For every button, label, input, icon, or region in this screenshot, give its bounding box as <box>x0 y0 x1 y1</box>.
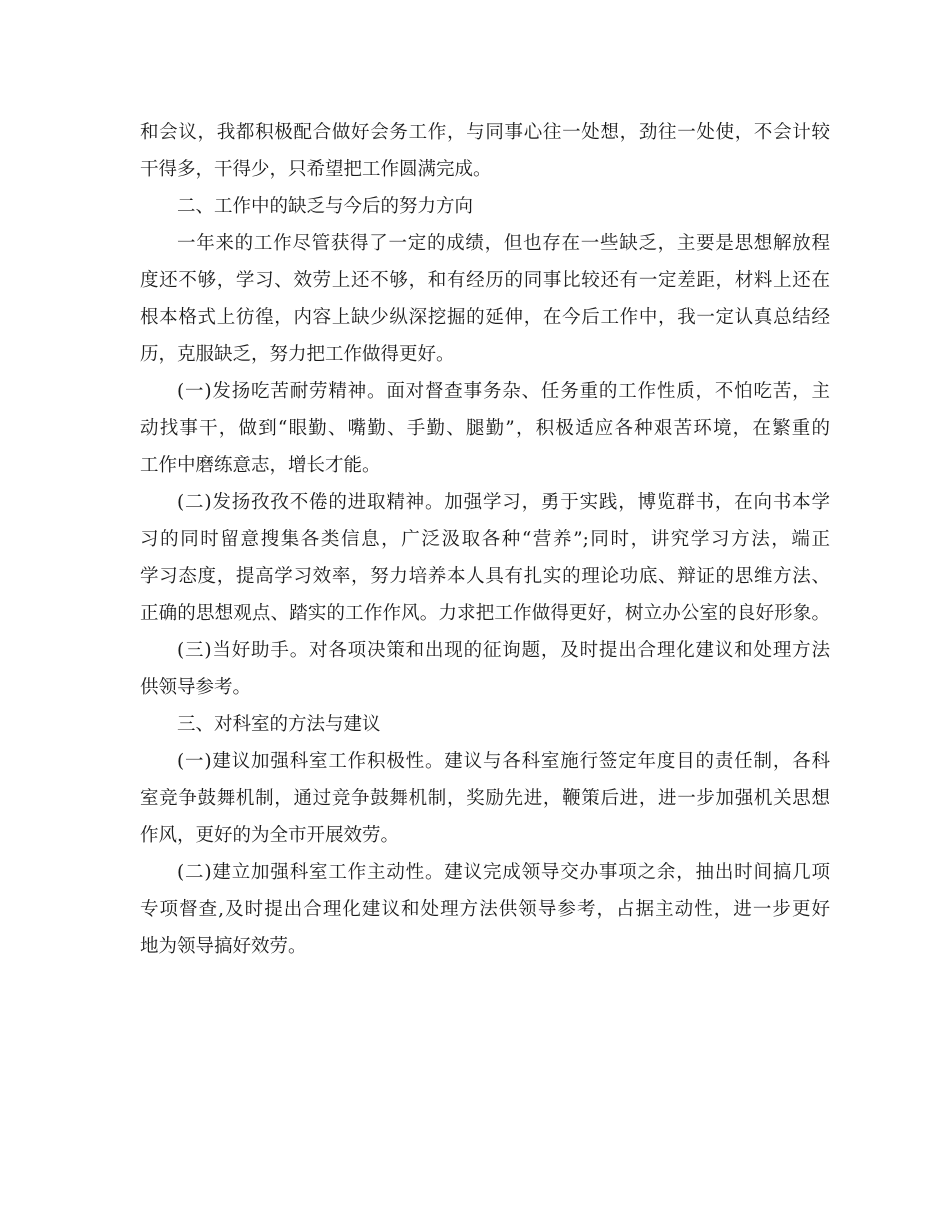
document-body <box>140 114 830 965</box>
text-line: 和会议，我都积极配合做好会务工作，与同事心往一处想，劲往一处使，不会计较 <box>140 122 830 143</box>
text-line: 习的同时留意搜集各类信息，广泛汲取各种“营养”;同时，讲究学习方法，端正 <box>140 529 830 550</box>
text-line: 度还不够，学习、效劳上还不够，和有经历的同事比较还有一定差距，材料上还在 <box>140 270 830 291</box>
text-line: 一年来的工作尽管获得了一定的成绩，但也存在一些缺乏，主要是思想解放程 <box>177 233 830 254</box>
text-line: 专项督查,及时提出合理化建议和处理方法供领导参考，占据主动性，进一步更好 <box>140 899 830 920</box>
text-line: (二)建立加强科室工作主动性。建议完成领导交办事项之余，抽出时间搞几项 <box>177 862 830 883</box>
text-line: 作风，更好的为全市开展效劳。 <box>140 825 400 846</box>
text-line: 动找事干，做到“眼勤、嘴勤、手勤、腿勤”，积极适应各种艰苦环境，在繁重的 <box>140 418 830 439</box>
text-line: (三)当好助手。对各项决策和出现的征询题，及时提出合理化建议和处理方法 <box>177 640 830 661</box>
text-line: 地为领导搞好效劳。 <box>140 936 307 957</box>
text-line: 室竞争鼓舞机制，通过竞争鼓舞机制，奖励先进，鞭策后进，进一步加强机关思想 <box>140 788 830 809</box>
text-line: (一)发扬吃苦耐劳精神。面对督查事务杂、任务重的工作性质，不怕吃苦，主 <box>177 381 830 402</box>
text-line: (一)建议加强科室工作积极性。建议与各科室施行签定年度目的责任制，各科 <box>177 751 830 772</box>
text-line: 供领导参考。 <box>140 677 252 698</box>
text-line: 二、工作中的缺乏与今后的努力方向 <box>177 196 474 217</box>
text-line: 学习态度，提高学习效率，努力培养本人具有扎实的理论功底、辩证的思维方法、 <box>140 566 830 587</box>
text-line: 三、对科室的方法与建议 <box>177 714 381 735</box>
text-line: 根本格式上彷徨，内容上缺少纵深挖掘的延伸，在今后工作中，我一定认真总结经 <box>140 307 830 328</box>
text-line: 干得多，干得少，只希望把工作圆满完成。 <box>140 159 492 180</box>
text-line: 正确的思想观点、踏实的工作作风。力求把工作做得更好，树立办公室的良好形象。 <box>140 603 830 624</box>
text-line: 历，克服缺乏，努力把工作做得更好。 <box>140 344 455 365</box>
text-line: (二)发扬孜孜不倦的进取精神。加强学习，勇于实践，博览群书，在向书本学 <box>177 492 830 513</box>
text-line: 工作中磨练意志，增长才能。 <box>140 455 381 476</box>
